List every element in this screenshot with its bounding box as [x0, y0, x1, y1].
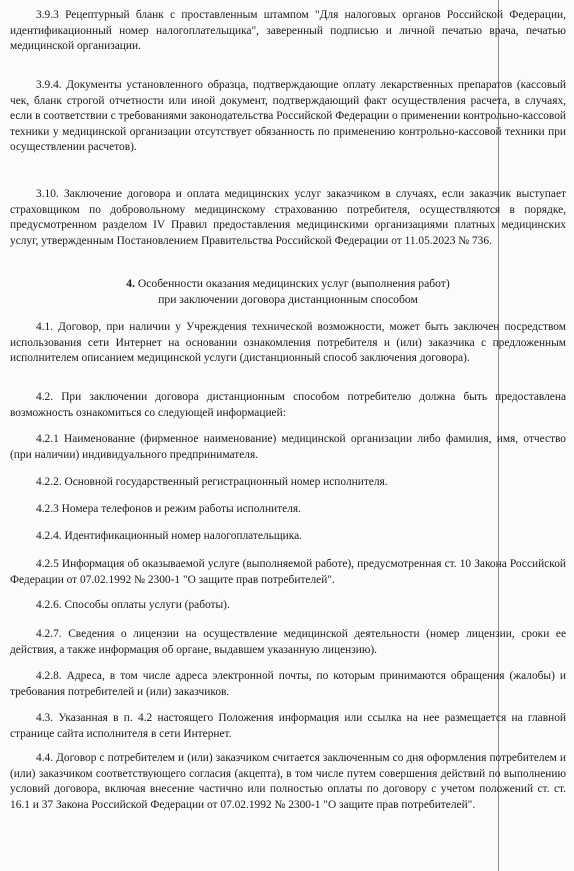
paragraph-4-1: 4.1. Договор, при наличии у Учреждения технической возможности, может быть заключен посредством использования сети Интернет на основании ознакомления потребителя и (или) заказчика с предложенным исполнителем описанием медицинской услуги (дистанционный способ заключения договора).: [10, 321, 566, 365]
paragraph-4-2-2: 4.2.2. Основной государственный регистрационный номер исполнителя.: [36, 476, 388, 488]
paragraph-4-2-8: 4.2.8. Адреса, в том числе адреса электронной почты, по которым принимаются обращения (жалобы) и требования потребителей и (или) заказчиков.: [10, 670, 566, 698]
section-4-title-line2: при заключении договора дистанционным способом: [158, 293, 418, 306]
paragraph-4-2-7: 4.2.7. Сведения о лицензии на осуществление медицинской деятельности (номер лицензии, сроки ее действия, а также информация об органе, выдавшем указанную лицензию).: [10, 628, 566, 656]
paragraph-4-2-6: 4.2.6. Способы оплаты услуги (работы).: [36, 599, 230, 611]
paragraph-4-2-3: 4.2.3 Номера телефонов и режим работы исполнителя.: [36, 503, 301, 515]
paragraph-4-2: 4.2. При заключении договора дистанционным способом потребителю должна быть предоставлена возможность ознакомиться со следующей информацией:: [10, 391, 566, 419]
section-4-title-line1: Особенности оказания медицинских услуг (выполнения работ): [137, 277, 450, 290]
paragraph-3-9-4: 3.9.4. Документы установленного образца, подтверждающие оплату лекарственных препаратов (кассовый чек, бланк строгой отчетности или иной документ, подтверждающий факт осуществления расчета, в случаях, если в соответствии с требованиями законодательства Российской Федерации о применении контрольно-кассовой техники у медицинской организации отсутствует обязанность по применению контрольно-кассовой техники при осуществлении расчетов).: [10, 79, 566, 154]
paragraph-4-2-4: 4.2.4. Идентификационный номер налогоплательщика.: [36, 530, 302, 542]
section-4-heading: [10, 276, 566, 308]
paragraph-4-2-1: 4.2.1 Наименование (фирменное наименование) медицинской организации либо фамилия, имя, отчество (при наличии) индивидуального предпринимателя.: [10, 433, 566, 461]
paragraph-3-9-3: 3.9.3 Рецептурный бланк с проставленным штампом "Для налоговых органов Российской Федерации, идентификационный номер налогоплательщика", заверенный подписью и личной печатью врача, печатью медицинской организации.: [10, 9, 566, 53]
paragraph-3-10: 3.10. Заключение договора и оплата медицинских услуг заказчиком в случаях, если заказчик выступает страховщиком по добровольному медицинскому страхованию потребителя, осуществляются в порядке, предусмотренном разделом IV Правил предоставления медицинскими организациями платных медицинских услуг, утвержденным Постановлением Правительства Российской Федерации от 11.05.2023 № 736.: [10, 188, 566, 247]
paragraph-4-2-5: 4.2.5 Информация об оказываемой услуге (выполняемой работе), предусмотренная ст. 10 Закона Российской Федерации от 07.02.1992 № 2300-1 "О защите прав потребителей".: [10, 558, 566, 586]
paragraph-4-4: 4.4. Договор с потребителем и (или) заказчиком считается заключенным со дня оформления потребителем и (или) заказчиком соответствующего согласия (акцепта), в том числе путем совершения действий по выполнению условий договора, включая внесение частично или полностью оплаты по договору с учетом положений ст. ст. 16.1 и 37 Закона Российской Федерации от 07.02.1992 № 2300-1 "О защите прав потребителей".: [10, 752, 566, 811]
section-4-number: 4.: [126, 277, 135, 290]
paragraph-4-3: 4.3. Указанная в п. 4.2 настоящего Положения информация или ссылка на нее размещается на главной странице сайта исполнителя в сети Интернет.: [10, 712, 566, 740]
